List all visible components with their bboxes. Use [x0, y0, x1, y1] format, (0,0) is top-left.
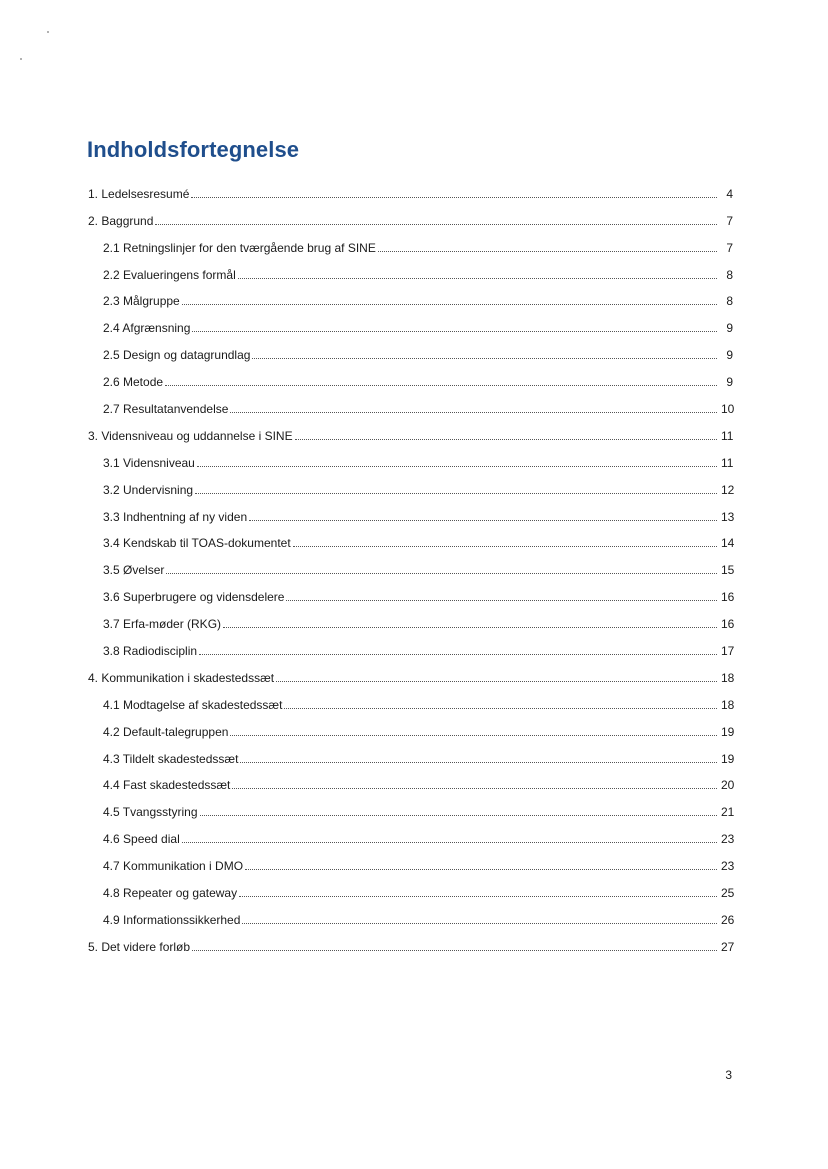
toc-entry[interactable] [0, 637, 828, 664]
toc-entry-label: 1. Ledelsesresumé [88, 186, 190, 201]
page-title: Indholdsfortegnelse [87, 137, 300, 162]
toc-entry-line [103, 805, 828, 825]
toc-entry-page: 15 [721, 563, 735, 578]
toc-entry-page: 9 [726, 321, 733, 336]
toc-dot-leader [195, 493, 717, 494]
toc-dot-leader [276, 681, 717, 682]
toc-entry[interactable] [0, 341, 828, 368]
toc-entry-page: 21 [721, 805, 735, 820]
toc-entry[interactable] [0, 718, 828, 745]
toc-entry-line [103, 321, 828, 341]
toc-entry-line [103, 268, 828, 288]
toc-entry-label: 4.8 Repeater og gateway [103, 886, 238, 901]
toc-dot-leader [230, 412, 717, 413]
toc-entry-page: 11 [721, 428, 734, 443]
toc-entry[interactable] [0, 476, 828, 503]
toc-entry-page: 18 [721, 670, 735, 685]
toc-entry[interactable] [0, 556, 828, 583]
toc-dot-leader [182, 842, 717, 843]
toc-dot-leader [252, 358, 717, 359]
toc-entry-label: 2.2 Evalueringens formål [103, 267, 236, 282]
toc-entry-label: 4.7 Kommunikation i DMO [103, 859, 244, 874]
toc-dot-leader [284, 708, 717, 709]
toc-entry-label: 3.2 Undervisning [103, 482, 194, 497]
toc-entry-label: 2.1 Retningslinjer for den tværgående brug af SINE [103, 240, 376, 255]
toc-entry[interactable] [0, 207, 828, 234]
toc-entry-label: 3.3 Indhentning af ny viden [103, 509, 248, 524]
toc-entry-label: 4.5 Tvangsstyring [103, 805, 198, 820]
toc-entry-label: 2. Baggrund [88, 213, 154, 228]
toc-dot-leader [200, 815, 718, 816]
toc-entry[interactable] [0, 772, 828, 799]
toc-entry-page: 11 [721, 455, 734, 470]
toc-entry[interactable] [0, 583, 828, 610]
toc-entry-line [103, 456, 828, 476]
toc-entry-page: 14 [721, 536, 735, 551]
toc-entry[interactable] [0, 852, 828, 879]
toc-entry-line [103, 752, 828, 772]
toc-dot-leader [240, 762, 717, 763]
toc-dot-leader [249, 520, 717, 521]
toc-dot-leader [182, 304, 717, 305]
toc-dot-leader [230, 735, 717, 736]
toc-entry[interactable] [0, 503, 828, 530]
toc-entry-line [88, 940, 828, 960]
toc-entry[interactable] [0, 933, 828, 960]
toc-entry-page: 12 [721, 482, 735, 497]
toc-entry[interactable] [0, 879, 828, 906]
toc-entry-page: 10 [721, 402, 735, 417]
toc-entry[interactable] [0, 368, 828, 395]
toc-entry[interactable] [0, 664, 828, 691]
toc-entry-line [103, 913, 828, 933]
toc-entry-page: 7 [726, 240, 733, 255]
toc-entry-page: 27 [721, 939, 735, 954]
toc-entry-page: 4 [726, 186, 733, 201]
page-number: 3 [725, 1068, 732, 1082]
toc-entry-line [103, 536, 828, 556]
toc-entry[interactable] [0, 180, 828, 207]
toc-entry[interactable] [0, 745, 828, 772]
toc-entry-line [103, 698, 828, 718]
toc-dot-leader [223, 627, 717, 628]
toc-entry-line [103, 590, 828, 610]
toc-entry-page: 16 [721, 590, 735, 605]
toc-entry-line [103, 886, 828, 906]
toc-dot-leader [378, 251, 717, 252]
toc-entry-line [103, 375, 828, 395]
toc-entry[interactable] [0, 234, 828, 261]
toc-entry-line [103, 294, 828, 314]
toc-entry-page: 19 [721, 724, 735, 739]
toc-entry-label: 4. Kommunikation i skadestedssæt [88, 670, 275, 685]
toc-entry-label: 2.5 Design og datagrundlag [103, 348, 251, 363]
toc-dot-leader [197, 466, 717, 467]
toc-dot-leader [239, 896, 717, 897]
toc-entry-page: 18 [721, 697, 735, 712]
toc-entry-label: 4.9 Informationssikkerhed [103, 912, 241, 927]
toc-dot-leader [155, 224, 717, 225]
toc-entry-page: 23 [721, 832, 735, 847]
toc-entry-label: 3.4 Kendskab til TOAS-dokumentet [103, 536, 291, 551]
toc-entry-page: 26 [721, 912, 735, 927]
toc-entry-page: 25 [721, 886, 735, 901]
scan-speck [20, 58, 22, 60]
toc-entry-label: 3.7 Erfa-møder (RKG) [103, 617, 222, 632]
toc-entry-label: 3.8 Radiodisciplin [103, 644, 198, 659]
toc-entry-label: 4.3 Tildelt skadestedssæt [103, 751, 239, 766]
toc-entry-label: 4.6 Speed dial [103, 832, 180, 847]
toc-entry-page: 13 [721, 509, 735, 524]
toc-entry-label: 3.6 Superbrugere og vidensdelere [103, 590, 285, 605]
toc-entry-line [103, 563, 828, 583]
toc-entry-line [88, 187, 828, 207]
table-of-contents [0, 180, 828, 960]
toc-entry-label: 3. Vidensniveau og uddannelse i SINE [88, 428, 293, 443]
toc-entry-line [103, 644, 828, 664]
toc-entry-line [103, 510, 828, 530]
toc-entry-label: 2.4 Afgrænsning [103, 321, 191, 336]
toc-entry-line [103, 402, 828, 422]
toc-entry-line [103, 725, 828, 745]
toc-entry-line [103, 348, 828, 368]
toc-dot-leader [165, 385, 717, 386]
toc-entry-label: 4.1 Modtagelse af skadestedssæt [103, 697, 283, 712]
toc-entry-label: 4.4 Fast skadestedssæt [103, 778, 231, 793]
toc-entry[interactable] [0, 288, 828, 315]
toc-entry-page: 8 [726, 267, 733, 282]
scan-speck [47, 31, 49, 33]
toc-entry-page: 19 [721, 751, 735, 766]
toc-dot-leader [242, 923, 717, 924]
toc-entry[interactable] [0, 449, 828, 476]
toc-dot-leader [192, 950, 717, 951]
toc-entry-label: 4.2 Default-talegruppen [103, 724, 229, 739]
toc-entry-line [88, 429, 828, 449]
toc-entry-page: 23 [721, 859, 735, 874]
toc-dot-leader [166, 573, 717, 574]
toc-entry-label: 2.3 Målgruppe [103, 294, 180, 309]
toc-entry[interactable] [0, 906, 828, 933]
toc-entry-page: 16 [721, 617, 735, 632]
toc-entry-line [103, 859, 828, 879]
toc-entry-page: 9 [726, 348, 733, 363]
toc-entry-line [103, 617, 828, 637]
toc-entry[interactable] [0, 422, 828, 449]
toc-entry[interactable] [0, 530, 828, 557]
toc-entry[interactable] [0, 395, 828, 422]
toc-entry-label: 3.1 Vidensniveau [103, 455, 195, 470]
toc-entry[interactable] [0, 261, 828, 288]
toc-entry-label: 2.6 Metode [103, 375, 164, 390]
toc-dot-leader [232, 788, 717, 789]
toc-entry-page: 9 [726, 375, 733, 390]
toc-dot-leader [286, 600, 717, 601]
toc-entry-line [103, 778, 828, 798]
toc-dot-leader [192, 331, 717, 332]
toc-entry[interactable] [0, 691, 828, 718]
toc-entry[interactable] [0, 798, 828, 825]
toc-entry-line [88, 214, 828, 234]
toc-entry-page: 7 [726, 213, 733, 228]
toc-entry-label: 2.7 Resultatanvendelse [103, 402, 229, 417]
toc-entry-line [88, 671, 828, 691]
toc-entry-label: 3.5 Øvelser [103, 563, 165, 578]
toc-dot-leader [238, 278, 717, 279]
toc-entry[interactable] [0, 314, 828, 341]
toc-dot-leader [245, 869, 717, 870]
toc-dot-leader [295, 439, 717, 440]
toc-entry[interactable] [0, 610, 828, 637]
toc-dot-leader [199, 654, 717, 655]
toc-entry-page: 20 [721, 778, 735, 793]
toc-entry-line [103, 832, 828, 852]
toc-entry[interactable] [0, 825, 828, 852]
toc-entry-page: 8 [726, 294, 733, 309]
toc-dot-leader [191, 197, 717, 198]
toc-entry-line [103, 241, 828, 261]
toc-entry-label: 5. Det videre forløb [88, 939, 191, 954]
toc-entry-line [103, 483, 828, 503]
toc-entry-page: 17 [721, 644, 735, 659]
toc-dot-leader [293, 546, 717, 547]
